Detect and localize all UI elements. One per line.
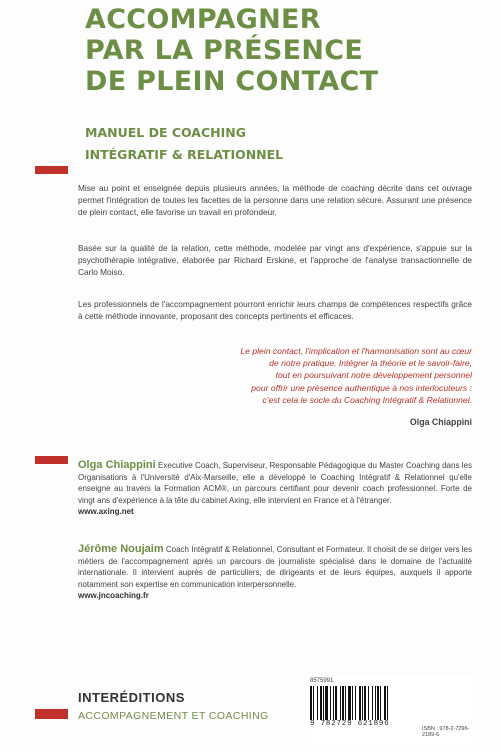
quote-line: de notre pratique. Intégrer la théorie et le savoir-faire,: [269, 358, 472, 369]
title-line: DE PLEIN CONTACT: [85, 66, 379, 97]
barcode-bar: [333, 686, 334, 720]
author-name: Olga Chiappini: [78, 459, 156, 471]
quote-line: tout en poursuivant notre développement personnel: [275, 370, 472, 381]
barcode-bar: [317, 686, 318, 720]
barcode-icon: [310, 686, 414, 720]
barcode-bar: [325, 686, 328, 720]
barcode-area: [306, 676, 478, 746]
barcode-bar: [348, 686, 351, 720]
barcode-bar: [364, 686, 366, 720]
isbn-number: ISBN : 978-2-7296-2189-6: [422, 726, 470, 738]
barcode-bar: [323, 686, 324, 720]
book-title: [85, 4, 485, 97]
red-accent-bar: [35, 456, 68, 464]
collection-name: ACCOMPAGNEMENT ET COACHING: [78, 710, 269, 722]
barcode-digits: 9 782729 621896: [310, 720, 390, 728]
pull-quote: [100, 345, 472, 406]
barcode-bar: [345, 686, 346, 720]
description-paragraph: Basée sur la qualité de la relation, cette méthode, modelée par vingt ans d'expérience, s'appuie sur la psychothérapie intégrative, élaborée par Richard Erskine, et l'approche de l'analyse transactionnelle de Carlo Moiso.: [78, 243, 472, 277]
barcode-bar: [359, 686, 361, 720]
barcode-bar: [330, 686, 331, 720]
barcode-bar: [342, 686, 344, 720]
author-bio: [78, 544, 472, 602]
subtitle-line: MANUEL DE COACHING: [85, 125, 246, 140]
barcode-bar: [375, 686, 376, 720]
quote-line: Le plein contact, l'implication et l'harmonisation sont au cœur: [240, 346, 472, 356]
barcode-bar: [340, 686, 341, 720]
barcode-bar: [352, 686, 353, 720]
publisher-logo: INTERÉDITIONS: [78, 690, 185, 705]
quote-line: pour offrir une présence authentique à nos interlocuteurs :: [251, 382, 472, 393]
barcode-bar: [362, 686, 363, 720]
barcode-bar: [372, 686, 373, 720]
barcode-bar: [384, 686, 386, 720]
description-paragraph: Mise au point et enseignée depuis plusieurs années, la méthode de coaching décrite dans cet ouvrage permet l'intégration de toutes les facettes de la personne dans une relation sécure. Assurant une présence de plein contact, elle favorise un travail en profondeur.: [78, 183, 472, 217]
author-bio: [78, 460, 472, 518]
description-paragraph: Les professionnels de l'accompagnement pourront enrichir leurs champs de compétences respectifs grâce à cette méthode innovante, proposant des concepts pertinents et efficaces.: [78, 299, 472, 321]
barcode-bar: [310, 686, 312, 720]
title-line: PAR LA PRÉSENCE: [85, 35, 364, 66]
author-bio-text: Executive Coach, Superviseur, Responsable Pédagogique du Master Coaching dans les Organisations à l'Université d'Aix-Marseille, elle a développé le Coaching Intégratif & Relationnel qu'elle enseigne au travers la Formation ACM®, un parcours certifiant pour devenir coach professionnel. Forte de vingt ans d'expérience à la tête du cabinet Axing, elle intervient en France et à l'étranger.: [78, 461, 472, 505]
author-website-link[interactable]: www.jncoaching.fr: [78, 591, 149, 601]
author-website-link[interactable]: www.axing.net: [78, 507, 134, 517]
title-line: ACCOMPAGNER: [85, 4, 321, 35]
barcode-bar: [380, 686, 381, 720]
author-name: Jérôme Noujaim: [78, 543, 164, 555]
barcode-bar: [355, 686, 356, 720]
barcode-bar: [313, 686, 314, 720]
red-accent-bar: [35, 709, 68, 719]
red-accent-bar: [35, 166, 68, 174]
barcode-bar: [368, 686, 369, 720]
barcode-bar: [377, 686, 379, 720]
quote-author: Olga Chiappini: [409, 417, 472, 427]
barcode-bar: [335, 686, 337, 720]
author-bio-text: Coach Intégratif & Relationnel, Consultant et Formateur. Il choisit de se diriger vers les métiers de l'accompagnement après un parcours de journaliste spécialisé dans le domaine de l'actualité internationale. Il intervient auprès de particuliers, de dirigeants et de leurs équipes, auxquels il apporte notamment son expertise en communication interpersonnelle.: [78, 545, 472, 589]
subtitle-line: INTÉGRATIF & RELATIONNEL: [85, 147, 284, 162]
quote-line: c'est cela le socle du Coaching Intégratif & Relationnel.: [262, 394, 472, 405]
barcode-code: 8575991: [310, 678, 334, 684]
barcode-bar: [387, 686, 388, 720]
barcode-bar: [320, 686, 322, 720]
